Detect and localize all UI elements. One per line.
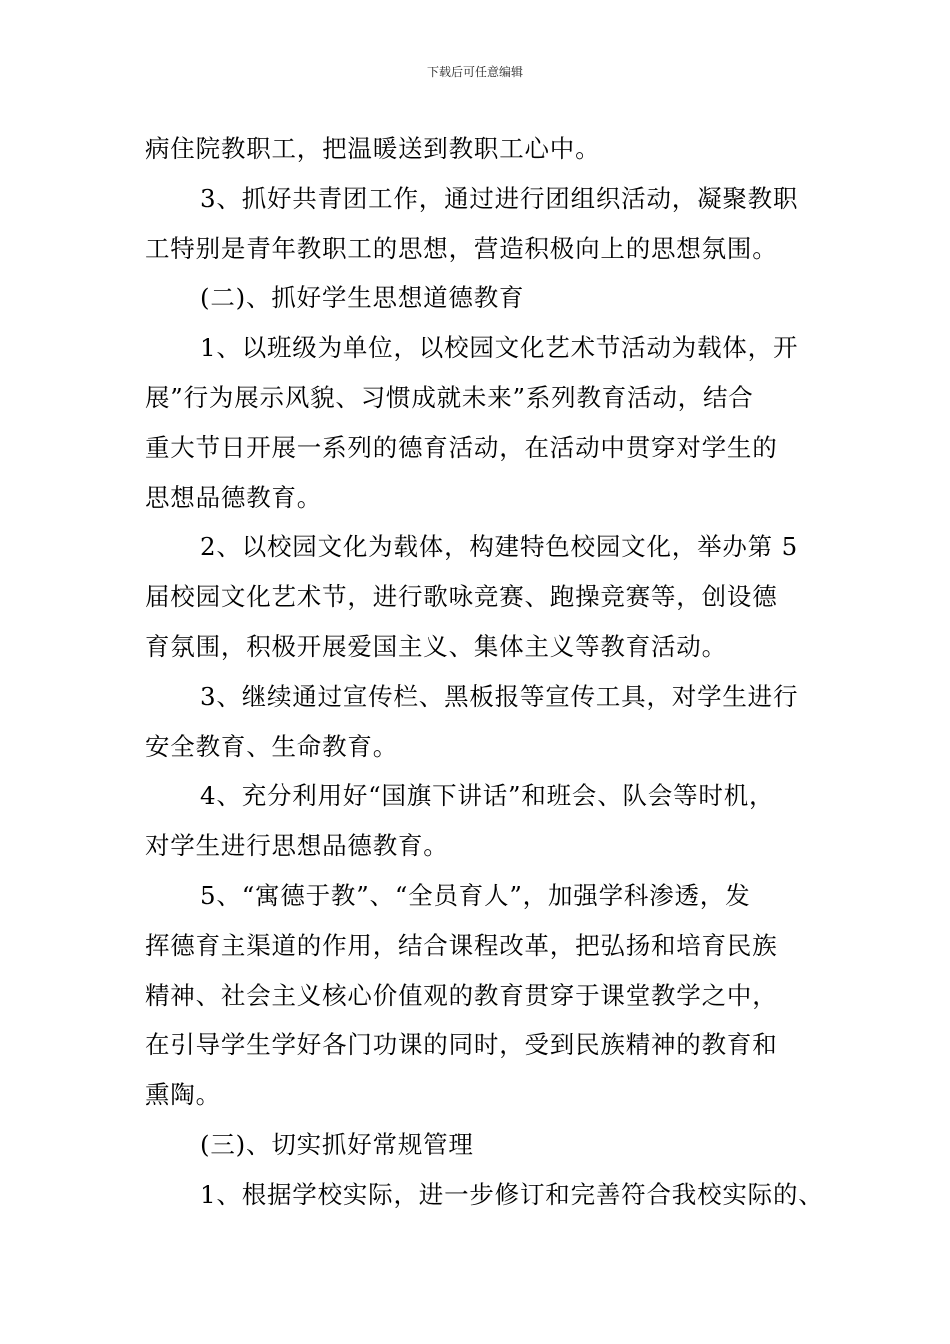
text-line: 展”行为展示风貌、习惯成就未来”系列教育活动，结合 xyxy=(145,382,754,412)
paragraph xyxy=(145,1170,825,1220)
text-line: 熏陶。 xyxy=(145,1080,221,1110)
text-line: 3、抓好共青团工作，通过进行团组织活动，凝聚教职 xyxy=(200,183,799,213)
text-line: 5、“寓德于教”、“全员育人”，加强学科渗透，发 xyxy=(200,880,751,910)
paragraph xyxy=(145,323,825,522)
text-line: 育氛围，积极开展爱国主义、集体主义等教育活动。 xyxy=(145,631,727,661)
text-line: 工特别是青年教职工的思想，营造积极向上的思想氛围。 xyxy=(145,233,778,263)
section-heading xyxy=(145,273,825,323)
text-line: 1、根据学校实际，进一步修订和完善符合我校实际的、 xyxy=(200,1179,824,1209)
text-line: 在引导学生学好各门功课的同时，受到民族精神的教育和 xyxy=(145,1030,778,1060)
text-line: 病住院教职工，把温暖送到教职工心中。 xyxy=(145,134,601,163)
text-line: 对学生进行思想品德教育。 xyxy=(145,831,449,861)
text-line: 思想品德教育。 xyxy=(145,482,323,512)
text-line: 2、以校园文化为载体，构建特色校园文化，举办第 5 xyxy=(200,532,798,562)
text-line: 挥德育主渠道的作用，结合课程改革，把弘扬和培育民族 xyxy=(145,930,778,960)
text-line: 安全教育、生命教育。 xyxy=(145,731,398,761)
text-line: 1、以班级为单位，以校园文化艺术节活动为载体，开 xyxy=(200,333,799,363)
text-line: (二)、抓好学生思想道德教育 xyxy=(200,283,525,313)
paragraph xyxy=(145,672,825,772)
text-line: 重大节日开展一系列的德育活动，在活动中贯穿对学生的 xyxy=(145,432,778,462)
text-line: 4、充分利用好“国旗下讲话”和班会、队会等时机， xyxy=(200,781,775,811)
paragraph xyxy=(145,174,825,274)
section-heading xyxy=(145,1120,825,1170)
paragraph xyxy=(145,771,825,871)
text-line: 精神、社会主义核心价值观的教育贯穿于课堂教学之中， xyxy=(145,980,778,1010)
text-line: 3、继续通过宣传栏、黑板报等宣传工具，对学生进行 xyxy=(200,681,799,711)
text-line: (三)、切实抓好常规管理 xyxy=(200,1129,474,1159)
paragraph xyxy=(145,871,825,1120)
paragraph xyxy=(145,522,825,671)
document-body xyxy=(145,124,825,1220)
page-header: 下载后可任意编辑 xyxy=(426,65,523,79)
paragraph xyxy=(145,124,825,174)
text-line: 届校园文化艺术节，进行歌咏竞赛、跑操竞赛等，创设德 xyxy=(145,582,778,612)
